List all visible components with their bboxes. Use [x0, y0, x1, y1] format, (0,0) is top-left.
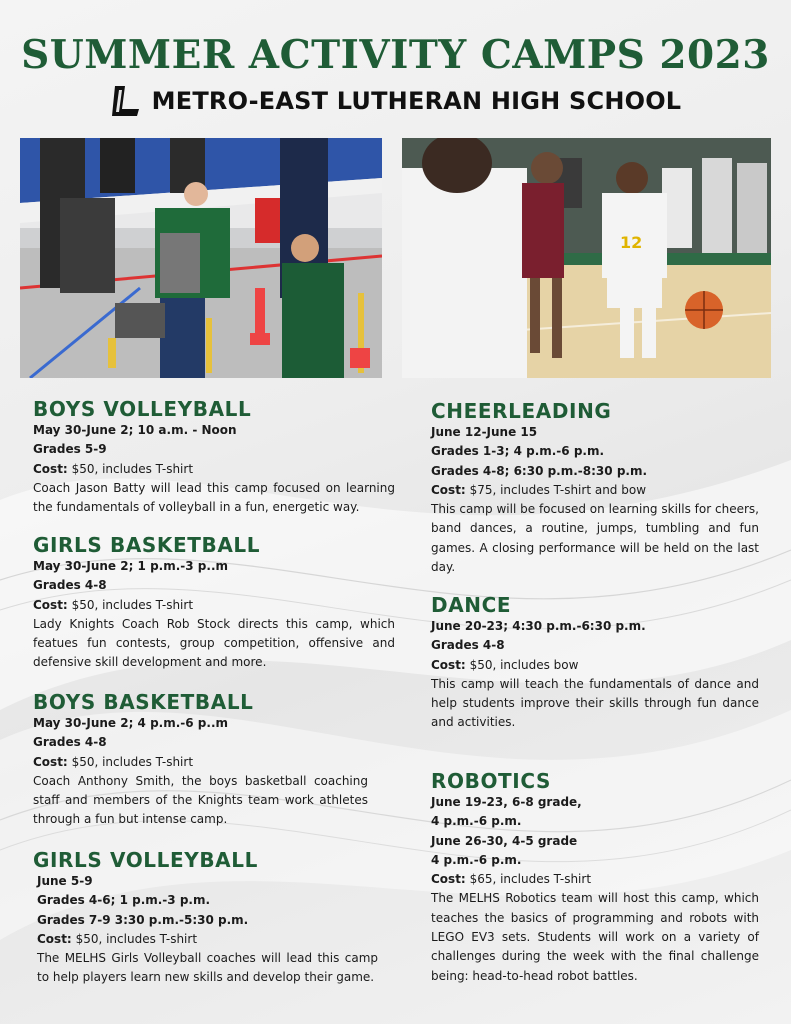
camp-title: ROBOTICS: [431, 769, 551, 793]
camp-boys-basketball: [33, 690, 368, 830]
cost-value: $50, includes bow: [469, 657, 579, 672]
cost-label: Cost:: [431, 872, 466, 887]
cost-value: $50, includes T-shirt: [71, 754, 194, 769]
cost-value: $50, includes T-shirt: [71, 597, 194, 612]
robotics-team-photo: [20, 138, 382, 378]
camp-dates: May 30-June 2; 1 p.m.-3 p..m: [33, 559, 228, 573]
camp-cost: [33, 753, 368, 772]
cost-label: Cost:: [33, 597, 68, 612]
camp-description: Coach Jason Batty will lead this camp focused on learning the fundamentals of volleyball in a fun, energetic way.: [33, 480, 395, 515]
camp-session-2: Grades 4-8; 6:30 p.m.-8:30 p.m.: [431, 463, 648, 478]
camp-robotics: [431, 769, 759, 986]
camp-description: Lady Knights Coach Rob Stock directs this camp, which featues fun contests, group competition, offensive and defensive skill development and more.: [33, 616, 395, 670]
camp-dates: June 12-June 15: [431, 425, 538, 439]
camp-dates: June 5-9: [37, 874, 93, 888]
camp-description: The MELHS Robotics team will host this camp, which teaches the basics of programming and robots with LEGO EV3 sets. Students will work on a variety of challenges during the week with the final challenge being: head-to-head robot battles.: [431, 891, 759, 983]
camp-boys-volleyball: [33, 397, 395, 517]
camp-description: The MELHS Girls Volleyball coaches will lead this camp to help players learn new skills and develop their game.: [37, 951, 378, 985]
camp-description: This camp will teach the fundamentals of dance and help students improve their skills through fun dance and activities.: [431, 676, 759, 730]
camp-session-2: Grades 7-9 3:30 p.m.-5:30 p.m.: [37, 912, 249, 927]
camp-cost: [431, 656, 759, 675]
camp-session-1-dates: June 19-23, 6-8 grade,: [431, 795, 582, 809]
camp-cost: [33, 596, 395, 615]
camp-session-1-time: 4 p.m.-6 p.m.: [431, 814, 522, 829]
camp-cost: [431, 481, 759, 500]
camp-grades: Grades 4-8: [33, 735, 107, 750]
cost-label: Cost:: [33, 461, 68, 476]
camp-title: GIRLS VOLLEYBALL: [33, 848, 258, 872]
camp-title: DANCE: [431, 593, 512, 617]
page-title: SUMMER ACTIVITY CAMPS 2023: [21, 32, 770, 78]
cost-value: $50, includes T-shirt: [71, 461, 194, 476]
cost-label: Cost:: [37, 931, 72, 946]
camp-dates: May 30-June 2; 4 p.m.-6 p..m: [33, 716, 228, 730]
camp-session-1: Grades 1-3; 4 p.m.-6 p.m.: [431, 444, 605, 459]
camp-session-1: Grades 4-6; 1 p.m.-3 p.m.: [37, 893, 211, 908]
camp-session-2-time: 4 p.m.-6 p.m.: [431, 852, 522, 867]
camp-session-2-dates: June 26-30, 4-5 grade: [431, 833, 578, 848]
school-name: METRO-EAST LUTHERAN HIGH SCHOOL: [151, 87, 682, 115]
camp-grades: Grades 4-8: [431, 638, 505, 653]
basketball-game-photo: [402, 138, 771, 378]
camp-title: BOYS BASKETBALL: [33, 690, 254, 714]
camp-girls-volleyball: [33, 848, 378, 988]
school-logo-L-icon: [110, 84, 142, 118]
cost-value: $50, includes T-shirt: [75, 931, 198, 946]
cost-value: $75, includes T-shirt and bow: [469, 482, 647, 497]
camp-dance: [431, 593, 759, 733]
school-banner: [0, 84, 791, 118]
cost-label: Cost:: [431, 482, 466, 497]
camp-title: BOYS VOLLEYBALL: [33, 397, 252, 421]
camp-cheerleading: [431, 399, 759, 577]
camp-girls-basketball: [33, 533, 395, 673]
camp-grades: Grades 4-8: [33, 578, 107, 593]
camp-title: GIRLS BASKETBALL: [33, 533, 261, 557]
cost-label: Cost:: [431, 657, 466, 672]
camp-cost: [33, 460, 395, 479]
camp-title: CHEERLEADING: [431, 399, 612, 423]
camp-cost: [33, 930, 378, 949]
camp-description: Coach Anthony Smith, the boys basketball coaching staff and members of the Knights team work athletes through a fun but intense camp.: [33, 773, 368, 827]
camp-dates: May 30-June 2; 10 a.m. - Noon: [33, 423, 237, 437]
svg-text:12: 12: [620, 233, 643, 252]
camp-grades: Grades 5-9: [33, 442, 107, 457]
cost-label: Cost:: [33, 754, 68, 769]
camp-description: This camp will be focused on learning skills for cheers, band dances, a routine, jumps, tumbling and fun games. A closing performance will be held on the last day.: [431, 502, 759, 575]
camp-cost: [431, 870, 759, 889]
camp-dates: June 20-23; 4:30 p.m.-6:30 p.m.: [431, 619, 646, 633]
cost-value: $65, includes T-shirt: [469, 872, 592, 887]
